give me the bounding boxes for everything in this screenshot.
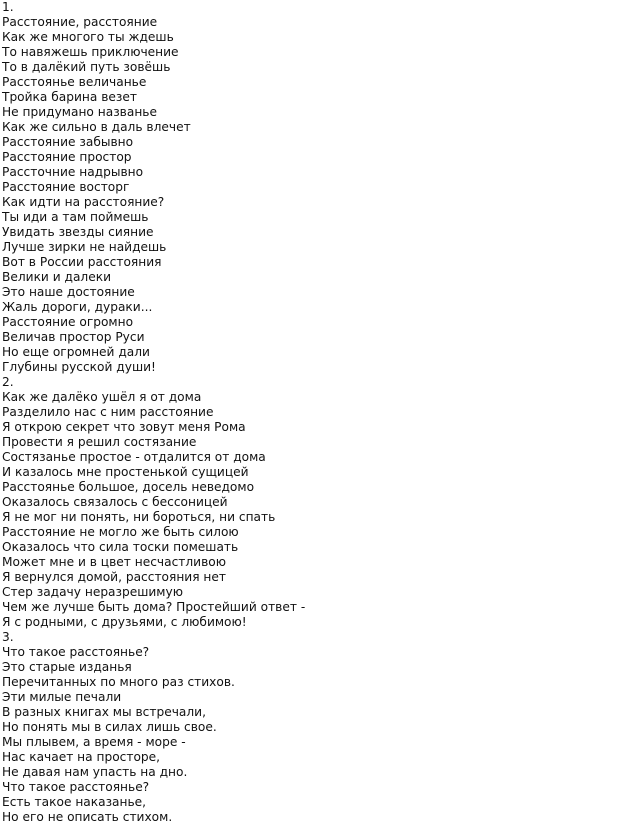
stanza-number: 3. (2, 630, 14, 644)
poem-line: Расстояние, расстояние (2, 15, 158, 29)
poem-line: Расстояние не могло же быть силою (2, 525, 239, 539)
poem-line: Жаль дороги, дураки... (2, 300, 153, 314)
poem-line: Я не мог ни понять, ни бороться, ни спать (2, 510, 276, 524)
poem-line: Велики и далеки (2, 270, 111, 284)
poem-line: Оказалось что сила тоски помешать (2, 540, 239, 554)
poem-line: Перечитанных по много раз стихов. (2, 675, 235, 689)
stanza-number: 1. (2, 0, 14, 14)
poem-line: Лучше зирки не найдешь (2, 240, 167, 254)
poem-line: Вот в России расстояния (2, 255, 162, 269)
poem-line: Я с родными, с друзьями, с любимою! (2, 615, 247, 629)
poem-line: Оказалось связалось с бессоницей (2, 495, 228, 509)
poem-line: То в далёкий путь зовёшь (2, 60, 171, 74)
poem-line: Расстоянье большое, досель неведомо (2, 480, 255, 494)
poem-line: Как же далёко ушёл я от дома (2, 390, 202, 404)
poem-line: Как же многого ты ждешь (2, 30, 174, 44)
poem-line: Эти милые печали (2, 690, 122, 704)
poem-line: Увидать звезды сияние (2, 225, 154, 239)
poem-line: То навяжешь приключение (2, 45, 179, 59)
poem-line: Состязанье простое - отдалится от дома (2, 450, 266, 464)
poem-line: Это старые изданья (2, 660, 132, 674)
poem-line: Разделило нас с ним расстояние (2, 405, 214, 419)
poem-line: Стер задачу неразрешимую (2, 585, 183, 599)
poem-line: Я открою секрет что зовут меня Рома (2, 420, 246, 434)
poem-line: Я вернулся домой, расстояния нет (2, 570, 226, 584)
poem-text (2, 0, 305, 825)
poem-line: Как идти на расстояние? (2, 195, 165, 209)
poem-line: Но еще огромней дали (2, 345, 150, 359)
poem-line: Провести я решил состязание (2, 435, 197, 449)
poem-line: Как же сильно в даль влечет (2, 120, 191, 134)
poem-line: Нас качает на просторе, (2, 750, 161, 764)
poem-line: Чем же лучше быть дома? Простейший ответ - (2, 600, 306, 614)
poem-line: Расстоянье величанье (2, 75, 147, 89)
poem-line: Расстояние забывно (2, 135, 134, 149)
poem-line: Рассточние надрывно (2, 165, 144, 179)
poem-line: Мы плывем, а время - море - (2, 735, 186, 749)
poem-line: Это наше достояние (2, 285, 135, 299)
poem-line: И казалось мне простенькой сущицей (2, 465, 249, 479)
poem-line: Что такое расстоянье? (2, 645, 150, 659)
poem-line: Есть такое наказанье, (2, 795, 147, 809)
stanza-number: 2. (2, 375, 14, 389)
poem-line: Величав простор Руси (2, 330, 145, 344)
poem-line: Расстояние огромно (2, 315, 134, 329)
poem-line: Расстояние восторг (2, 180, 130, 194)
poem-line: Расстояние простор (2, 150, 132, 164)
poem-line: Ты иди а там поймешь (2, 210, 149, 224)
poem-line: Не придумано названье (2, 105, 157, 119)
poem-line: Что такое расстоянье? (2, 780, 150, 794)
poem-line: Но понять мы в силах лишь свое. (2, 720, 217, 734)
poem-line: Но его не описать стихом. (2, 810, 173, 824)
poem-line: Глубины русской души! (2, 360, 156, 374)
poem-line: Может мне и в цвет несчастливою (2, 555, 227, 569)
poem-line: В разных книгах мы встречали, (2, 705, 206, 719)
poem-line: Тройка барина везет (2, 90, 137, 104)
poem-line: Не давая нам упасть на дно. (2, 765, 188, 779)
